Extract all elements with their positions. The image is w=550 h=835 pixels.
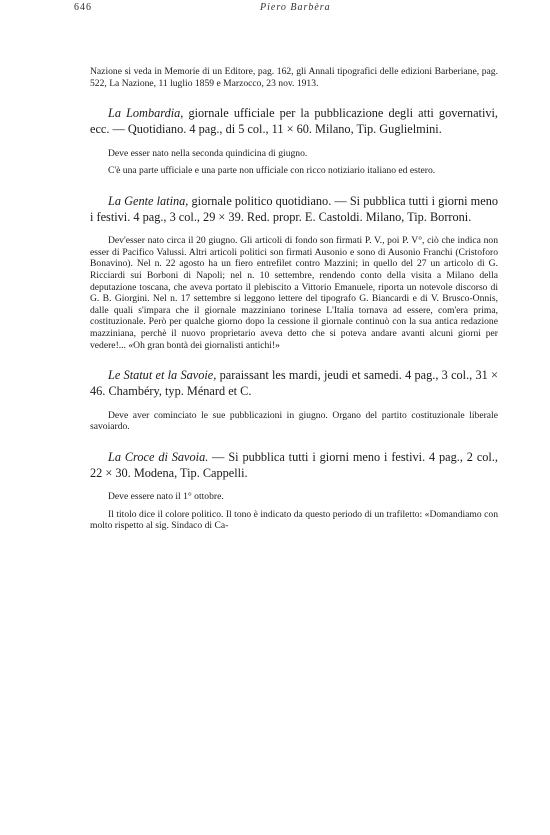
publication-title: La Lombardia, [108, 106, 184, 121]
running-title: Piero Barbèra [260, 2, 331, 13]
paragraph-text: C'è una parte ufficiale e una parte non ufficiale con ricco notiziario italiano ed estero. [108, 165, 436, 177]
paragraph-text: Nazione si veda in Memorie di un Editore, pag. 162, gli Annali tipografici delle edizioni Barberiane, pag. 522, La Nazione, 11 luglio 1859 e Marzocco, 23 nov. 1913. [90, 66, 498, 89]
paragraph-croce-note-2 [90, 509, 498, 532]
paragraph-croce-head [90, 449, 498, 481]
page-number: 646 [74, 2, 92, 13]
paragraph-nazione-ref [90, 66, 498, 89]
publication-title: Le Statut et la Savoie, [108, 368, 217, 383]
paragraph-text: Deve essere nato il 1° ottobre. [108, 491, 224, 503]
publication-title: La Croce di Savoia. [108, 449, 209, 464]
paragraph-text: Deve aver cominciato le sue pubblicazioni in giugno. Organo del partito costituzionale liberale savoiardo. [90, 409, 498, 433]
paragraph-statut-head [90, 367, 498, 399]
paragraph-lombardia-head [90, 105, 498, 137]
paragraph-croce-note-1 [90, 491, 498, 503]
paragraph-text: — Si pubblica tutti i giorni meno i festivi. 4 pag., 2 col., 22 × 30. Modena, Tip. Cappelli. [90, 449, 498, 480]
page-header [74, 2, 492, 18]
paragraph-text: Il titolo dice il colore politico. Il tono è indicato da questo periodo di un trafiletto: «Domandiamo con molto rispetto al sig. Sindaco di Ca- [90, 508, 498, 532]
paragraph-text: giornale ufficiale per la pubblicazione degli atti governativi, ecc. — Quotidiano. 4 pag., di 5 col., 11 × 60. Milano, Tip. Guglielmini. [90, 106, 498, 137]
paragraph-text: giornale politico quotidiano. — Si pubblica tutti i giorni meno i festivi. 4 pag., 3 col., 29 × 39. Red. propr. E. Castoldi. Milano, Tip. Borroni. [90, 193, 498, 224]
publication-title: La Gente latina, [108, 193, 189, 208]
paragraph-text: Deve esser nato nella seconda quindicina di giugno. [108, 147, 308, 159]
page-body [90, 66, 498, 532]
paragraph-lombardia-note-2 [90, 165, 498, 177]
paragraph-gente-latina-head [90, 193, 498, 225]
paragraph-lombardia-note-1 [90, 148, 498, 160]
paragraph-gente-latina-note [90, 235, 498, 351]
paragraph-statut-note [90, 410, 498, 433]
paragraph-text: Dev'esser nato circa il 20 giugno. Gli articoli di fondo son firmati P. V., poi P. V°, ciò che indica non esser di Pacifico Valussi. Altri articoli politici son firmati Ausonio e sono di Ausonio Franchi (Cristoforo Bonavino). Nel n. 22 agosto ha un fiero entrefilet contro Mazzini; in quello del 27 un articolo di G. Ricciardi sui Borboni di Napoli; nel n. 10 settembre, rendendo conto della visita a Milano della deputazione toscana, che aveva portato il plebiscito a Vittorio Emanuele, riporta un notevole discorso di G. B. Giorgini. Nel n. 17 settembre si leggono lettere del tipografo G. Biancardi e di V. Brusco-Onnis, dalle quali s'impara che il giornale mazziniano torinese L'Italia tornava ad essere, com'era prima, costituzionale. Però per qualche giorno dopo la cessione il giornale continuò con la sua antica redazione mazziniana, perchè il nuovo proprietario aveva detto che si poteva andare avanti alcuni giorni per vedere!... «Oh gran bontà dei giornalisti antichi!» [90, 235, 498, 351]
paragraph-text: paraissant les mardi, jeudi et samedi. 4 pag., 3 col., 31 × 46. Chambéry, typ. Ménard et C. [90, 368, 498, 399]
